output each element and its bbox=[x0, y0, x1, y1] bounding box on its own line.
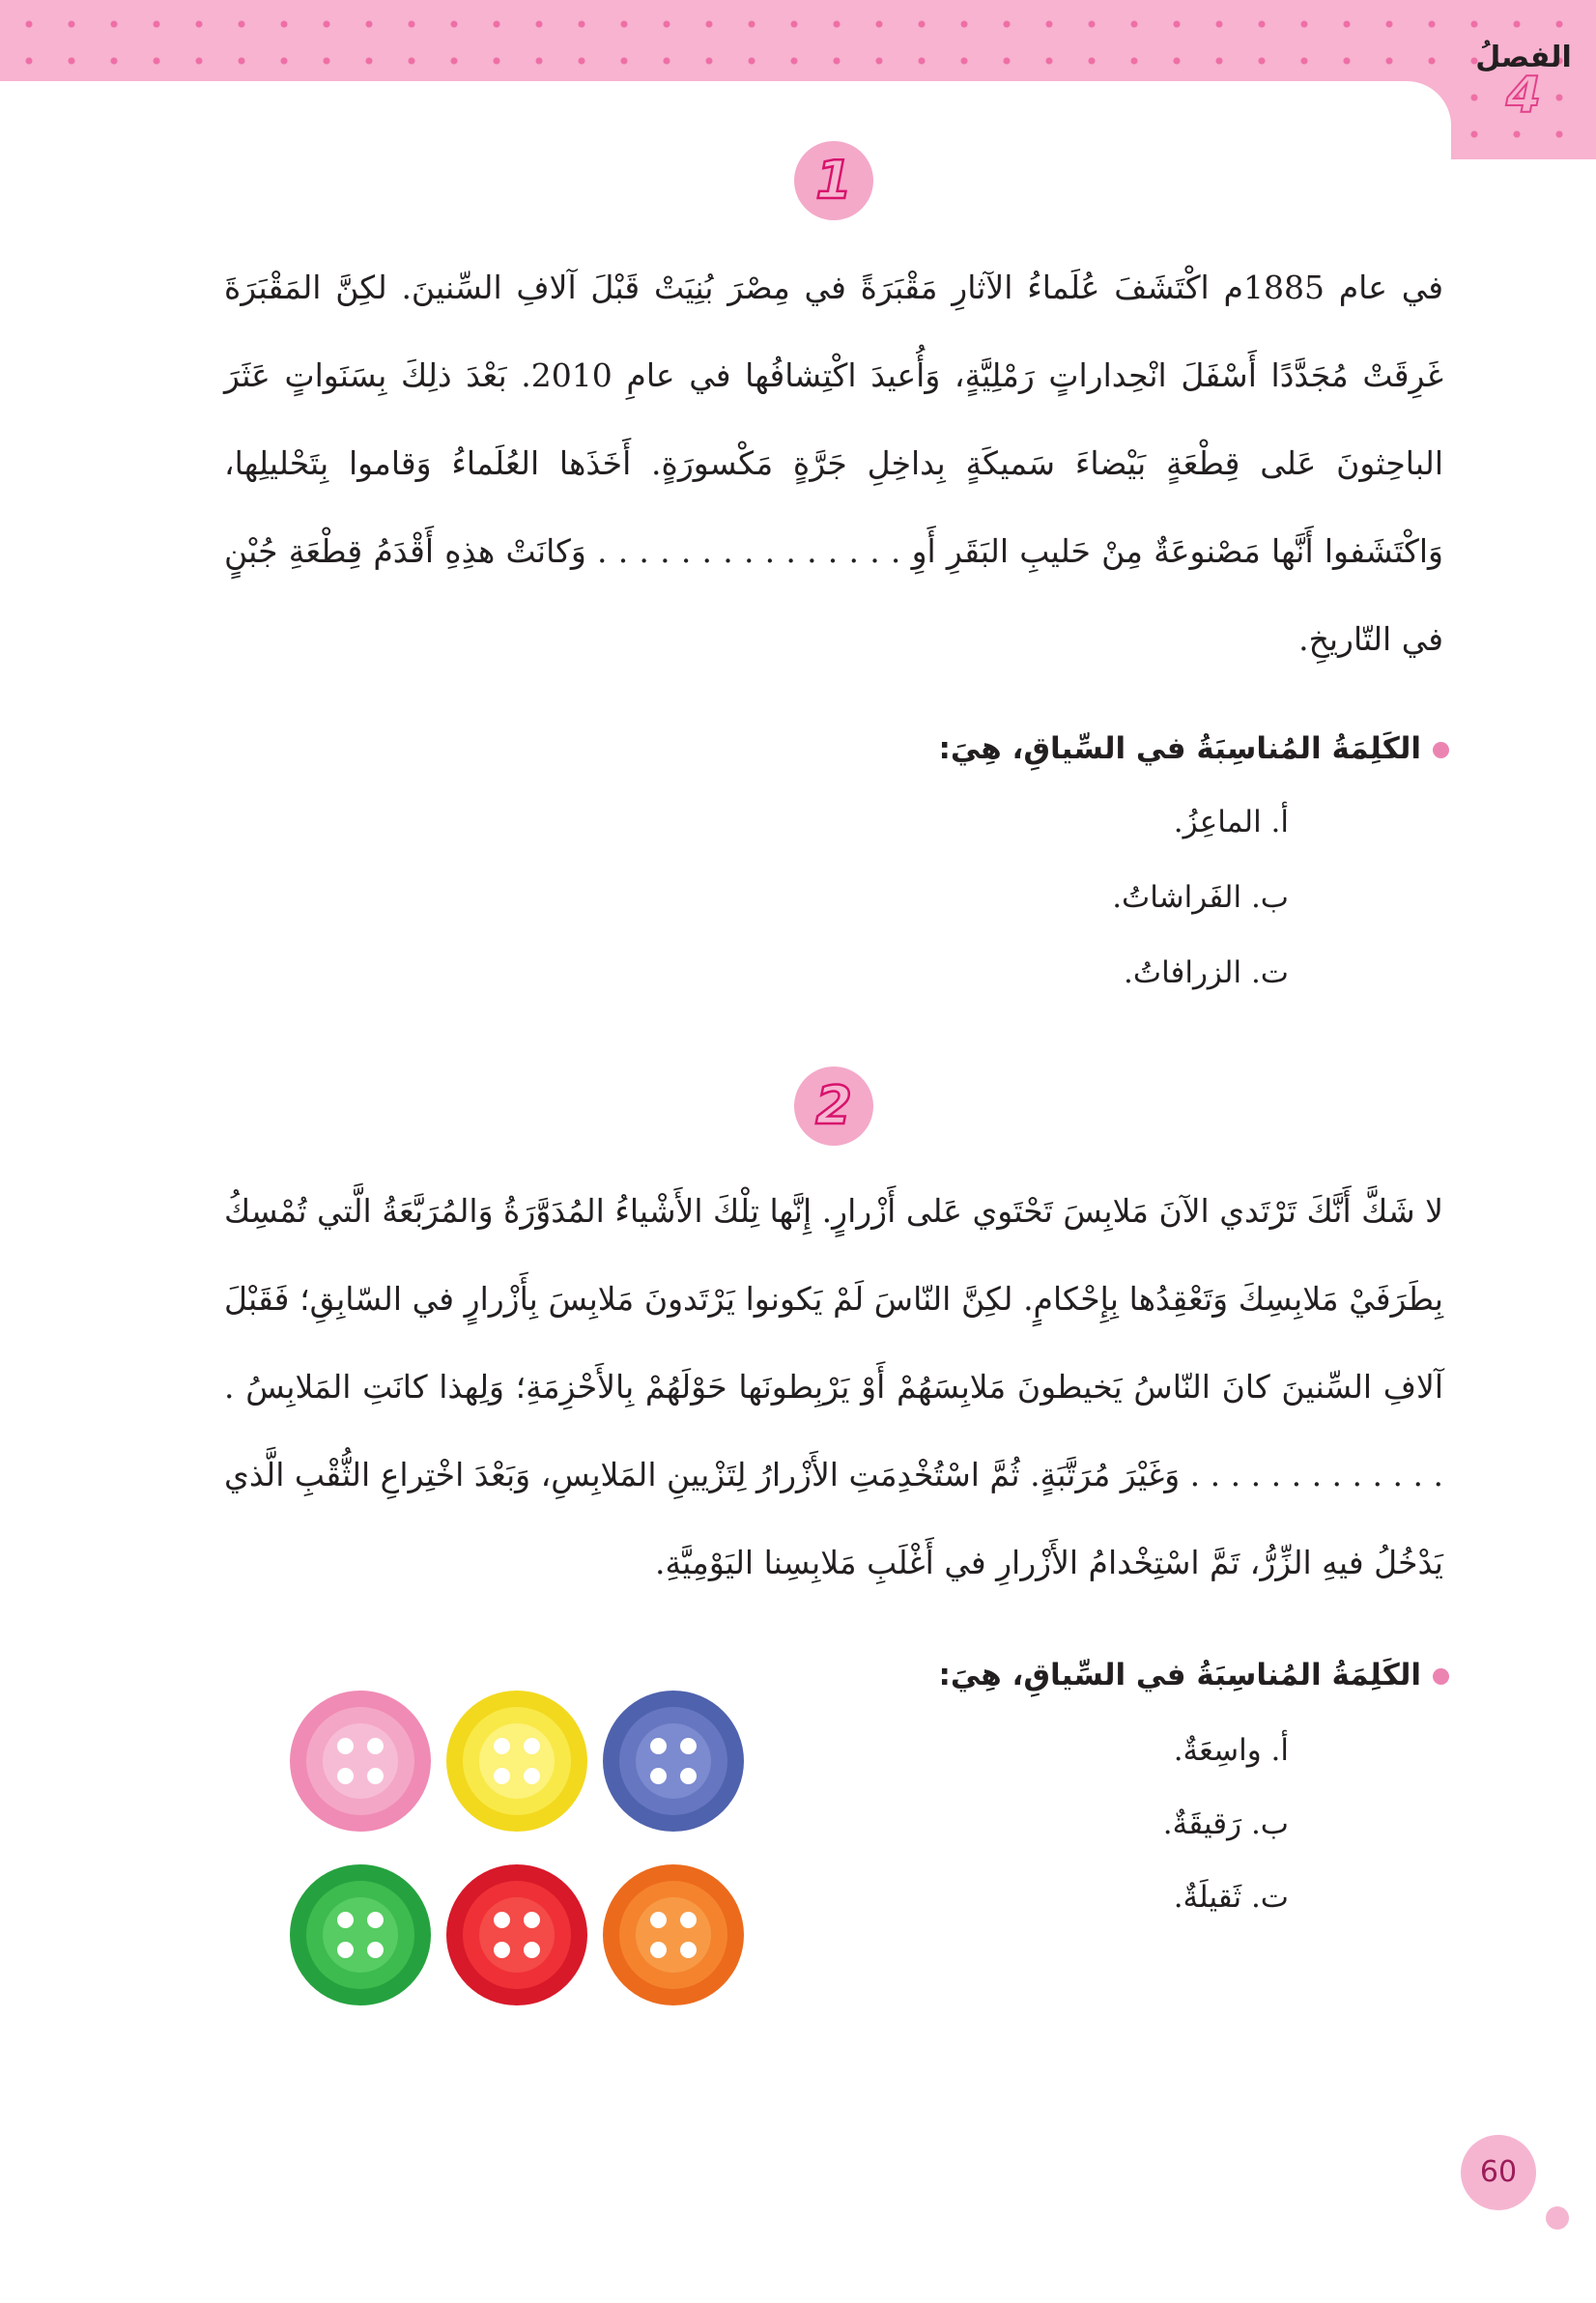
buttons-illustration bbox=[290, 1691, 754, 2009]
prompt-text: الكَلِمَةُ المُناسِبَةُ في السِّياقِ، هِيَ: bbox=[938, 731, 1421, 766]
question-2-passage: لا شَكَّ أَنَّكَ تَرْتَدي الآنَ مَلابِسَ تَحْتَوي عَلى أَزْرارٍ. إِنَّها تِلْكَ الأَشْياءُ المُدَوَّرَةُ وَالمُرَبَّعَةُ الَّتي تُمْسِكُ بِطَرَفَيْ مَلابِسِكَ وَتَعْقِدُها بِإِحْكامٍ. لكِنَّ النّاسَ لَمْ يَكونوا يَرْتَدونَ مَلابِسَ بِأَزْرارٍ في السّابِقِ؛ فَقَبْلَ آلافِ السِّنينَ كانَ النّاسُ يَخيطونَ مَلابِسَهُمْ أَوْ يَرْبِطونَها حَوْلَهُمْ بِالأَحْزِمَةِ؛ وَلِهذا كانَتِ المَلابِسُ . . . . . . . . . . . . . . وَغَيْرَ مُرَتَّبَةٍ. ثُمَّ اسْتُخْدِمَتِ الأَزْرارُ لِتَزْيينِ المَلابِسِ، وَبَعْدَ اخْتِراعِ الثُّقْبِ الَّذي يَدْخُلُ فيهِ الزِّرُّ، تَمَّ اسْتِخْدامُ الأَزْرارِ في أَغْلَبِ مَلابِسِنا اليَوْمِيَّةِ. bbox=[224, 1192, 1443, 1581]
red-button-icon bbox=[446, 1864, 587, 2005]
question-number-badge: 1 bbox=[794, 141, 873, 220]
blue-button-icon bbox=[603, 1691, 744, 1832]
question-2-option-a[interactable]: أ. واسِعَةٌ. bbox=[1173, 1733, 1289, 1768]
chapter-label: الفصلُ bbox=[1475, 41, 1572, 74]
question-1-option-b[interactable]: ب. الفَراشاتُ. bbox=[1112, 880, 1289, 915]
question-2-option-c[interactable]: ت. ثَقيلَةٌ. bbox=[1173, 1880, 1289, 1915]
yellow-button-icon bbox=[446, 1691, 587, 1832]
prompt-text: الكَلِمَةُ المُناسِبَةُ في السِّياقِ، هِيَ: bbox=[938, 1658, 1421, 1692]
question-1-prompt bbox=[939, 731, 1450, 766]
question-1-option-a[interactable]: أ. الماعِزُ. bbox=[1173, 805, 1289, 839]
chapter-tab bbox=[1451, 29, 1596, 159]
bullet-dot-icon bbox=[1433, 1668, 1449, 1685]
pink-button-icon bbox=[290, 1691, 431, 1832]
question-2-prompt bbox=[939, 1658, 1450, 1692]
page-number: 60 bbox=[1461, 2135, 1536, 2210]
orange-button-icon bbox=[603, 1864, 744, 2005]
question-number-badge: 2 bbox=[794, 1066, 873, 1146]
decorative-dot bbox=[1546, 2206, 1569, 2230]
green-button-icon bbox=[290, 1864, 431, 2005]
question-1-passage: في عام 1885م اكْتَشَفَ عُلَماءُ الآثارِ مَقْبَرَةً في مِصْرَ بُنِيَتْ قَبْلَ آلافِ السِّنينَ. لكِنَّ المَقْبَرَةَ غَرِقَتْ مُجَدَّدًا أَسْفَلَ انْحِداراتٍ رَمْلِيَّةٍ، وَأُعيدَ اكْتِشافُها في عامِ 2010. بَعْدَ ذلِكَ بِسَنَواتٍ عَثَرَ الباحِثونَ عَلى قِطْعَةٍ بَيْضاءَ سَميكَةٍ بِداخِلِ جَرَّةٍ مَكْسورَةٍ. أَخَذَها العُلَماءُ وَقاموا بِتَحْليلِها، وَاكْتَشَفوا أَنَّها مَصْنوعَةٌ مِنْ حَليبِ البَقَرِ أَوِ . . . . . . . . . . . . . . . وَكانَتْ هذِهِ أَقْدَمُ قِطْعَةِ جُبْنٍ في التّاريخِ. bbox=[224, 269, 1444, 658]
chapter-number: 4 bbox=[1505, 67, 1542, 125]
question-1-option-c[interactable]: ت. الزرافاتُ. bbox=[1124, 955, 1289, 990]
question-2-option-b[interactable]: ب. رَقيقَةٌ. bbox=[1162, 1806, 1289, 1841]
bullet-dot-icon bbox=[1433, 742, 1449, 758]
